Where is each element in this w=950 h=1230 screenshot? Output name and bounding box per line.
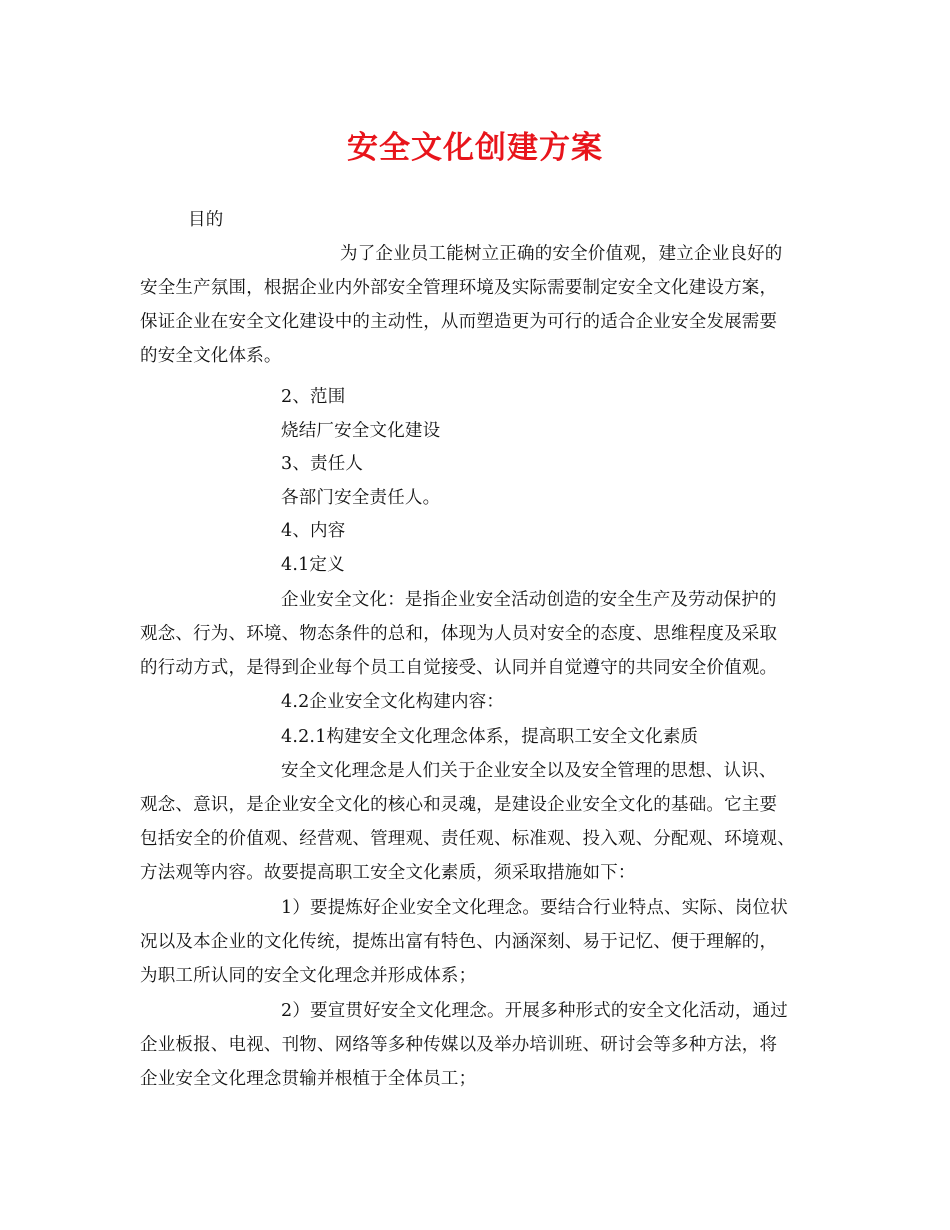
subsection-heading: 4.2企业安全文化构建内容： <box>281 692 505 712</box>
paragraph-line: 况以及本企业的文化传统，提炼出富有特色、内涵深刻、易于记忆、便于理解的， <box>140 932 778 952</box>
heading-purpose: 目的 <box>188 210 224 230</box>
paragraph-line: 为职工所认同的安全文化理念并形成体系； <box>140 966 477 986</box>
paragraph-line: 方法观等内容。故要提高职工安全文化素质，须采取措施如下： <box>140 863 636 883</box>
paragraph-line: 包括安全的价值观、经营观、管理观、责任观、标准观、投入观、分配观、环境观、 <box>140 829 795 849</box>
section-heading-owner: 3、责任人 <box>281 454 364 474</box>
paragraph-line: 的行动方式，是得到企业每个员工自觉接受、认同并自觉遵守的共同安全价值观。 <box>140 658 778 678</box>
paragraph-line: 为了企业员工能树立正确的安全价值观，建立企业良好的 <box>340 244 783 264</box>
document-title: 安全文化创建方案 <box>347 130 603 166</box>
paragraph-line: 安全文化理念是人们关于企业安全以及安全管理的思想、认识、 <box>281 761 777 781</box>
list-item: 2）要宣贯好安全文化理念。开展多种形式的安全文化活动，通过 <box>281 1001 788 1021</box>
paragraph-line: 企业板报、电视、刊物、网络等多种传媒以及举办培训班、研讨会等多种方法，将 <box>140 1035 778 1055</box>
paragraph-line: 各部门安全责任人。 <box>281 488 441 508</box>
subsection-heading: 4.1定义 <box>281 555 345 575</box>
subsection-heading: 4.2.1构建安全文化理念体系，提高职工安全文化素质 <box>281 727 699 747</box>
paragraph-line: 企业安全文化：是指企业安全活动创造的安全生产及劳动保护的 <box>281 590 777 610</box>
paragraph-line: 保证企业在安全文化建设中的主动性，从而塑造更为可行的适合企业安全发展需要 <box>140 312 778 332</box>
list-item: 1）要提炼好企业安全文化理念。要结合行业特点、实际、岗位状 <box>281 898 788 918</box>
paragraph-line: 安全生产氛围，根据企业内外部安全管理环境及实际需要制定安全文化建设方案， <box>140 278 778 298</box>
section-heading-content: 4、内容 <box>281 521 346 541</box>
section-heading-scope: 2、范围 <box>281 387 346 407</box>
paragraph-line: 的安全文化体系。 <box>140 346 282 366</box>
paragraph-line: 企业安全文化理念贯输并根植于全体员工； <box>140 1069 477 1089</box>
paragraph-line: 观念、行为、环境、物态条件的总和，体现为人员对安全的态度、思维程度及采取 <box>140 624 778 644</box>
paragraph-line: 烧结厂安全文化建设 <box>281 421 441 441</box>
paragraph-line: 观念、意识，是企业安全文化的核心和灵魂，是建设企业安全文化的基础。它主要 <box>140 795 778 815</box>
